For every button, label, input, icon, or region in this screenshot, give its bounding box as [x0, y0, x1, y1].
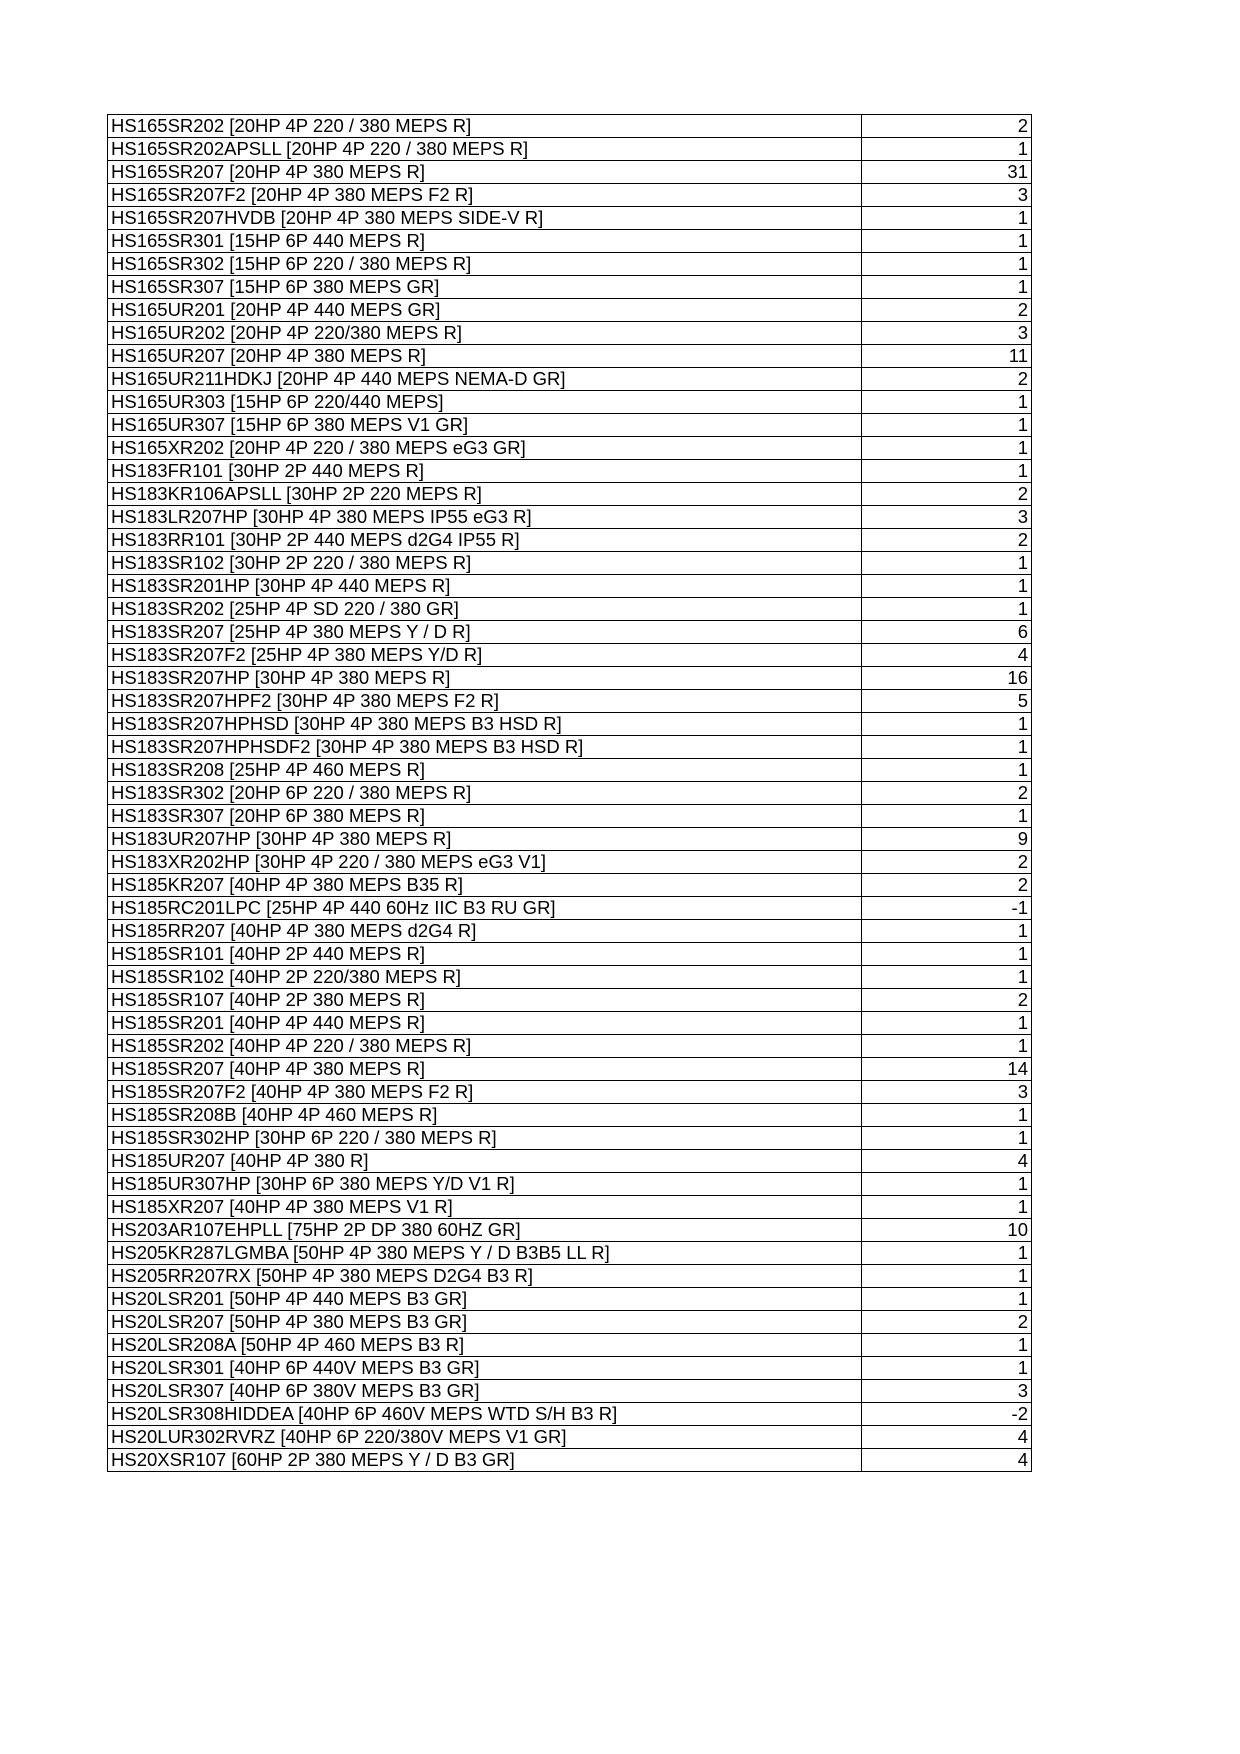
quantity-cell: 1: [862, 138, 1032, 161]
item-description-cell: HS185SR201 [40HP 4P 440 MEPS R]: [108, 1012, 862, 1035]
quantity-cell: 3: [862, 184, 1032, 207]
table-row: [108, 1127, 1032, 1150]
quantity-cell: 1: [862, 1265, 1032, 1288]
item-description-cell: HS183SR207HP [30HP 4P 380 MEPS R]: [108, 667, 862, 690]
quantity-cell: 3: [862, 1081, 1032, 1104]
item-description-cell: HS183LR207HP [30HP 4P 380 MEPS IP55 eG3 R]: [108, 506, 862, 529]
item-description-cell: HS205RR207RX [50HP 4P 380 MEPS D2G4 B3 R]: [108, 1265, 862, 1288]
table-row: [108, 851, 1032, 874]
quantity-cell: 1: [862, 1242, 1032, 1265]
quantity-cell: 2: [862, 851, 1032, 874]
quantity-cell: 2: [862, 368, 1032, 391]
item-description-cell: HS165SR301 [15HP 6P 440 MEPS R]: [108, 230, 862, 253]
table-row: [108, 966, 1032, 989]
table-row: [108, 989, 1032, 1012]
table-row: [108, 1012, 1032, 1035]
table-row: [108, 575, 1032, 598]
table-row: [108, 115, 1032, 138]
item-description-cell: HS165SR207F2 [20HP 4P 380 MEPS F2 R]: [108, 184, 862, 207]
inventory-table-body: [108, 115, 1032, 1472]
quantity-cell: 1: [862, 713, 1032, 736]
item-description-cell: HS183SR202 [25HP 4P SD 220 / 380 GR]: [108, 598, 862, 621]
table-row: [108, 1219, 1032, 1242]
table-row: [108, 460, 1032, 483]
table-row: [108, 943, 1032, 966]
quantity-cell: 1: [862, 207, 1032, 230]
table-row: [108, 368, 1032, 391]
item-description-cell: HS165UR307 [15HP 6P 380 MEPS V1 GR]: [108, 414, 862, 437]
item-description-cell: HS185SR202 [40HP 4P 220 / 380 MEPS R]: [108, 1035, 862, 1058]
table-row: [108, 506, 1032, 529]
quantity-cell: 1: [862, 414, 1032, 437]
quantity-cell: 1: [862, 736, 1032, 759]
table-row: [108, 1380, 1032, 1403]
table-row: [108, 1104, 1032, 1127]
table-row: [108, 1449, 1032, 1472]
table-row: [108, 644, 1032, 667]
table-row: [108, 1357, 1032, 1380]
quantity-cell: 4: [862, 1426, 1032, 1449]
quantity-cell: 6: [862, 621, 1032, 644]
quantity-cell: 1: [862, 1334, 1032, 1357]
quantity-cell: 11: [862, 345, 1032, 368]
quantity-cell: 1: [862, 943, 1032, 966]
item-description-cell: HS165UR211HDKJ [20HP 4P 440 MEPS NEMA-D GR]: [108, 368, 862, 391]
table-row: [108, 138, 1032, 161]
table-row: [108, 230, 1032, 253]
quantity-cell: 1: [862, 575, 1032, 598]
item-description-cell: HS165XR202 [20HP 4P 220 / 380 MEPS eG3 GR]: [108, 437, 862, 460]
item-description-cell: HS165SR302 [15HP 6P 220 / 380 MEPS R]: [108, 253, 862, 276]
quantity-cell: 4: [862, 644, 1032, 667]
table-row: [108, 1150, 1032, 1173]
item-description-cell: HS20XSR107 [60HP 2P 380 MEPS Y / D B3 GR]: [108, 1449, 862, 1472]
item-description-cell: HS165UR207 [20HP 4P 380 MEPS R]: [108, 345, 862, 368]
item-description-cell: HS165UR201 [20HP 4P 440 MEPS GR]: [108, 299, 862, 322]
quantity-cell: 1: [862, 966, 1032, 989]
table-row: [108, 1426, 1032, 1449]
quantity-cell: 1: [862, 598, 1032, 621]
item-description-cell: HS183SR207F2 [25HP 4P 380 MEPS Y/D R]: [108, 644, 862, 667]
quantity-cell: 14: [862, 1058, 1032, 1081]
item-description-cell: HS165SR202 [20HP 4P 220 / 380 MEPS R]: [108, 115, 862, 138]
table-row: [108, 805, 1032, 828]
quantity-cell: 1: [862, 253, 1032, 276]
item-description-cell: HS183SR207HPF2 [30HP 4P 380 MEPS F2 R]: [108, 690, 862, 713]
table-row: [108, 253, 1032, 276]
item-description-cell: HS20LSR308HIDDEA [40HP 6P 460V MEPS WTD S/H B3 R]: [108, 1403, 862, 1426]
item-description-cell: HS183KR106APSLL [30HP 2P 220 MEPS R]: [108, 483, 862, 506]
table-row: [108, 1058, 1032, 1081]
item-description-cell: HS185SR208B [40HP 4P 460 MEPS R]: [108, 1104, 862, 1127]
quantity-cell: 1: [862, 805, 1032, 828]
quantity-cell: 4: [862, 1150, 1032, 1173]
table-row: [108, 322, 1032, 345]
inventory-table: [107, 114, 1032, 1472]
table-row: [108, 1265, 1032, 1288]
item-description-cell: HS183RR101 [30HP 2P 440 MEPS d2G4 IP55 R]: [108, 529, 862, 552]
quantity-cell: 2: [862, 115, 1032, 138]
quantity-cell: 1: [862, 1173, 1032, 1196]
quantity-cell: 2: [862, 299, 1032, 322]
quantity-cell: 5: [862, 690, 1032, 713]
table-row: [108, 552, 1032, 575]
quantity-cell: 2: [862, 989, 1032, 1012]
quantity-cell: 1: [862, 1357, 1032, 1380]
item-description-cell: HS20LSR307 [40HP 6P 380V MEPS B3 GR]: [108, 1380, 862, 1403]
item-description-cell: HS183XR202HP [30HP 4P 220 / 380 MEPS eG3 V1]: [108, 851, 862, 874]
item-description-cell: HS183SR307 [20HP 6P 380 MEPS R]: [108, 805, 862, 828]
table-row: [108, 1288, 1032, 1311]
table-row: [108, 920, 1032, 943]
quantity-cell: 1: [862, 1196, 1032, 1219]
quantity-cell: 4: [862, 1449, 1032, 1472]
table-row: [108, 736, 1032, 759]
table-row: [108, 621, 1032, 644]
item-description-cell: HS20LSR207 [50HP 4P 380 MEPS B3 GR]: [108, 1311, 862, 1334]
item-description-cell: HS203AR107EHPLL [75HP 2P DP 380 60HZ GR]: [108, 1219, 862, 1242]
quantity-cell: 1: [862, 920, 1032, 943]
quantity-cell: 2: [862, 782, 1032, 805]
item-description-cell: HS183SR207 [25HP 4P 380 MEPS Y / D R]: [108, 621, 862, 644]
table-row: [108, 874, 1032, 897]
quantity-cell: 1: [862, 1035, 1032, 1058]
table-row: [108, 276, 1032, 299]
item-description-cell: HS185UR207 [40HP 4P 380 R]: [108, 1150, 862, 1173]
item-description-cell: HS183UR207HP [30HP 4P 380 MEPS R]: [108, 828, 862, 851]
table-row: [108, 1403, 1032, 1426]
quantity-cell: 1: [862, 460, 1032, 483]
item-description-cell: HS183FR101 [30HP 2P 440 MEPS R]: [108, 460, 862, 483]
quantity-cell: -2: [862, 1403, 1032, 1426]
item-description-cell: HS185SR102 [40HP 2P 220/380 MEPS R]: [108, 966, 862, 989]
table-row: [108, 1242, 1032, 1265]
item-description-cell: HS165SR307 [15HP 6P 380 MEPS GR]: [108, 276, 862, 299]
item-description-cell: HS185SR107 [40HP 2P 380 MEPS R]: [108, 989, 862, 1012]
item-description-cell: HS183SR207HPHSDF2 [30HP 4P 380 MEPS B3 HSD R]: [108, 736, 862, 759]
table-row: [108, 759, 1032, 782]
table-row: [108, 184, 1032, 207]
quantity-cell: 1: [862, 1012, 1032, 1035]
table-row: [108, 207, 1032, 230]
item-description-cell: HS185KR207 [40HP 4P 380 MEPS B35 R]: [108, 874, 862, 897]
quantity-cell: 9: [862, 828, 1032, 851]
quantity-cell: 1: [862, 1288, 1032, 1311]
item-description-cell: HS185RC201LPC [25HP 4P 440 60Hz IIC B3 RU GR]: [108, 897, 862, 920]
table-row: [108, 1196, 1032, 1219]
table-row: [108, 1311, 1032, 1334]
item-description-cell: HS165SR207 [20HP 4P 380 MEPS R]: [108, 161, 862, 184]
quantity-cell: 1: [862, 1127, 1032, 1150]
item-description-cell: HS185SR207F2 [40HP 4P 380 MEPS F2 R]: [108, 1081, 862, 1104]
table-row: [108, 897, 1032, 920]
quantity-cell: 1: [862, 230, 1032, 253]
table-row: [108, 1173, 1032, 1196]
item-description-cell: HS185UR307HP [30HP 6P 380 MEPS Y/D V1 R]: [108, 1173, 862, 1196]
quantity-cell: -1: [862, 897, 1032, 920]
quantity-cell: 1: [862, 437, 1032, 460]
item-description-cell: HS20LSR301 [40HP 6P 440V MEPS B3 GR]: [108, 1357, 862, 1380]
table-row: [108, 690, 1032, 713]
item-description-cell: HS183SR201HP [30HP 4P 440 MEPS R]: [108, 575, 862, 598]
item-description-cell: HS185SR207 [40HP 4P 380 MEPS R]: [108, 1058, 862, 1081]
table-row: [108, 598, 1032, 621]
item-description-cell: HS185RR207 [40HP 4P 380 MEPS d2G4 R]: [108, 920, 862, 943]
quantity-cell: 2: [862, 874, 1032, 897]
item-description-cell: HS165SR202APSLL [20HP 4P 220 / 380 MEPS R]: [108, 138, 862, 161]
item-description-cell: HS185SR101 [40HP 2P 440 MEPS R]: [108, 943, 862, 966]
quantity-cell: 3: [862, 1380, 1032, 1403]
table-row: [108, 713, 1032, 736]
item-description-cell: HS183SR102 [30HP 2P 220 / 380 MEPS R]: [108, 552, 862, 575]
quantity-cell: 3: [862, 322, 1032, 345]
table-row: [108, 782, 1032, 805]
table-row: [108, 1081, 1032, 1104]
item-description-cell: HS20LUR302RVRZ [40HP 6P 220/380V MEPS V1 GR]: [108, 1426, 862, 1449]
quantity-cell: 1: [862, 276, 1032, 299]
quantity-cell: 2: [862, 529, 1032, 552]
quantity-cell: 3: [862, 506, 1032, 529]
quantity-cell: 1: [862, 391, 1032, 414]
table-row: [108, 483, 1032, 506]
item-description-cell: HS205KR287LGMBA [50HP 4P 380 MEPS Y / D B3B5 LL R]: [108, 1242, 862, 1265]
item-description-cell: HS185SR302HP [30HP 6P 220 / 380 MEPS R]: [108, 1127, 862, 1150]
table-row: [108, 345, 1032, 368]
table-row: [108, 667, 1032, 690]
quantity-cell: 1: [862, 1104, 1032, 1127]
quantity-cell: 31: [862, 161, 1032, 184]
table-row: [108, 437, 1032, 460]
quantity-cell: 10: [862, 1219, 1032, 1242]
item-description-cell: HS183SR302 [20HP 6P 220 / 380 MEPS R]: [108, 782, 862, 805]
item-description-cell: HS183SR207HPHSD [30HP 4P 380 MEPS B3 HSD R]: [108, 713, 862, 736]
quantity-cell: 1: [862, 759, 1032, 782]
quantity-cell: 2: [862, 1311, 1032, 1334]
item-description-cell: HS185XR207 [40HP 4P 380 MEPS V1 R]: [108, 1196, 862, 1219]
quantity-cell: 1: [862, 552, 1032, 575]
table-row: [108, 1035, 1032, 1058]
item-description-cell: HS20LSR201 [50HP 4P 440 MEPS B3 GR]: [108, 1288, 862, 1311]
item-description-cell: HS20LSR208A [50HP 4P 460 MEPS B3 R]: [108, 1334, 862, 1357]
table-row: [108, 161, 1032, 184]
item-description-cell: HS183SR208 [25HP 4P 460 MEPS R]: [108, 759, 862, 782]
quantity-cell: 16: [862, 667, 1032, 690]
table-row: [108, 414, 1032, 437]
item-description-cell: HS165UR303 [15HP 6P 220/440 MEPS]: [108, 391, 862, 414]
item-description-cell: HS165SR207HVDB [20HP 4P 380 MEPS SIDE-V R]: [108, 207, 862, 230]
table-row: [108, 299, 1032, 322]
table-row: [108, 1334, 1032, 1357]
table-row: [108, 828, 1032, 851]
quantity-cell: 2: [862, 483, 1032, 506]
item-description-cell: HS165UR202 [20HP 4P 220/380 MEPS R]: [108, 322, 862, 345]
table-row: [108, 391, 1032, 414]
table-row: [108, 529, 1032, 552]
